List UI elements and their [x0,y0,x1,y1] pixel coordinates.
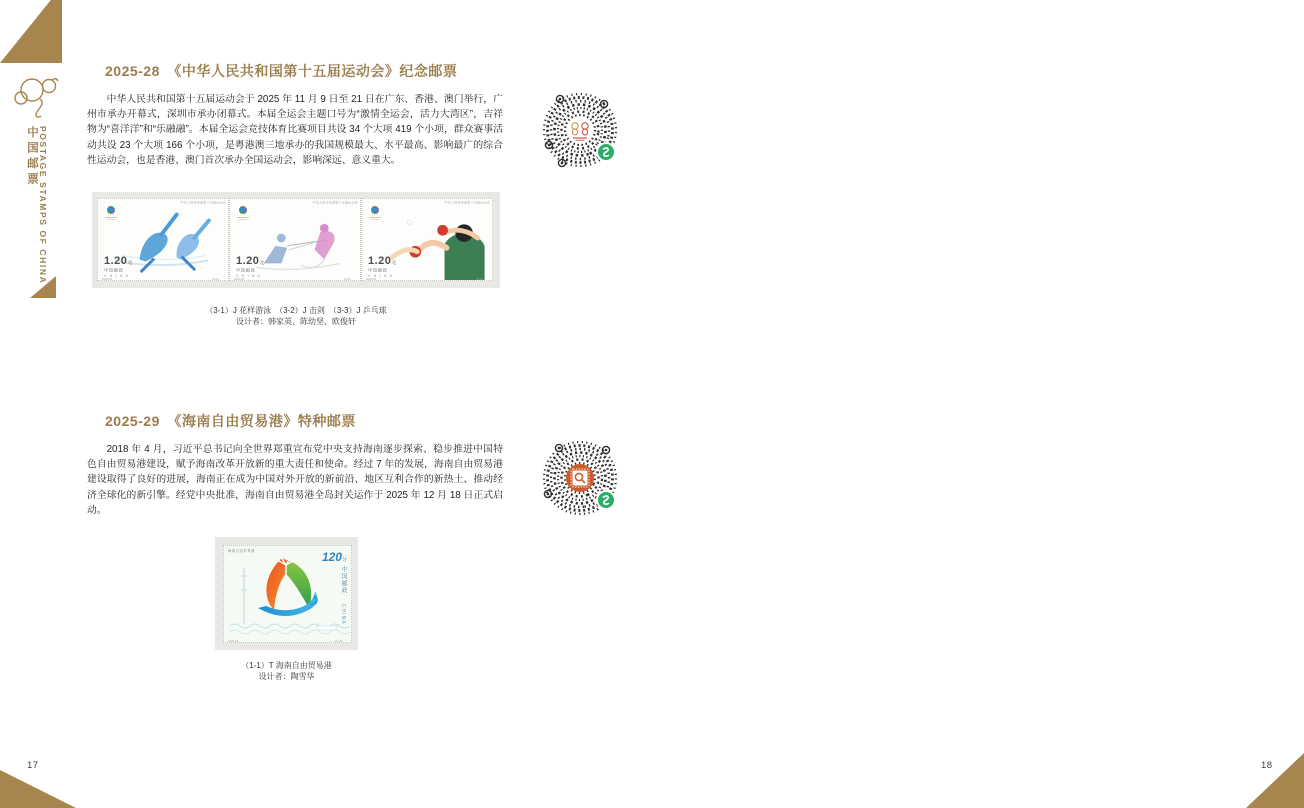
stamp-margin-text: 2025-29 (1-1)T [228,640,343,643]
corner-triangle-bottom-left [0,770,76,808]
page-number-left: 17 [27,760,39,771]
stamp-caption-2 [215,660,358,682]
wechat-logo-icon [598,144,614,160]
stamp-photo-hainan [215,537,358,650]
qr-center [567,117,594,144]
games-emblem-icon [367,203,383,221]
stamp-denomination: 1.20元 [236,255,265,267]
section2-body: 2018 年 4 月，习近平总书记向全世界郑重宣布党中央支持海南逐步探索、稳步推进中国特色自由贸易港建设，赋予海南改革开放新的重大责任和使命。经过 7 年的发展，海南自由贸易港建设取得了良好的进展，海南正在成为中国对外开放的新前沿、地区互利合作的新热土、推动经济全球化的新引擎。经党中央批准，海南自由贸易港全岛封关运作于 2025 年 12 月 18 日正式启动。 [87,444,503,516]
page-number-right: 18 [1261,760,1273,771]
stamp-country-header: 中华人民共和国第十五届运动会 [444,201,490,205]
wechat-logo-icon [598,492,614,508]
stamp-denomination: 120分 [321,550,347,564]
stamp-fencing [229,198,361,281]
games-emblem-icon [103,203,119,221]
games-emblem-icon [235,203,251,221]
stamp-post-en: C H I N A [104,274,129,278]
stamp-margin-text: 2025-28 (3-2)J [234,278,351,281]
series-title-en: POSTAGE STAMPS OF CHINA [38,126,48,285]
stamp-denomination: 1.20元 [368,255,397,267]
stamp-caption-1 [92,305,500,327]
stamp-post-cn: 中国邮政 [104,268,124,273]
stamp-artistic-swimming [97,198,229,281]
series-title-cn: 中国邮票 [26,126,38,188]
stamp-strip-photo [92,192,500,288]
stamp-post-en: CHINA [340,604,346,625]
caption-designers: 设计者：陶雪华 [258,672,315,681]
corner-triangle-bottom-right [1246,753,1304,808]
year-2025-snake-logo-icon [12,72,62,120]
stamp-post-en: C H I N A [368,274,393,278]
stamp-table-tennis [361,198,493,281]
wechat-mini-qr-hainan [540,438,626,524]
stamp-margin-text: 2025-28 (3-1)J [102,278,219,281]
stamp-post-cn: 中国邮政 [368,268,388,273]
stamp-title-small: 海南自由贸易港 [228,549,255,553]
stamp-country-header: 中华人民共和国第十五届运动会 [312,201,358,205]
section2-title: 2025-29 《海南自由贸易港》特种邮票 [105,413,356,429]
caption-subjects: （1-1）T 海南自由贸易港 [241,661,332,670]
stamp-hainan-ftp [223,545,352,643]
caption-designers: 设计者：韩家英、陈幼坚、欧俊轩 [236,317,356,326]
stamp-magnifier-icon [571,469,589,487]
stamp-post-en: C H I N A [236,274,261,278]
stamp-margin-text: 2025-28 (3-3)J [366,278,483,281]
caption-subjects: （3-1）J 花样游泳 （3-2）J 击剑 （3-3）J 乒乓球 [205,306,387,315]
stamp-post-cn: 中国邮政 [236,268,256,273]
section1-body: 中华人民共和国第十五届运动会于 2025 年 11 月 9 日至 21 日在广东、香港、澳门举行，广州市承办开幕式，深圳市承办闭幕式。本届全运会主题口号为“激情全运会，活力大湾区”，吉祥物为“喜洋洋”和“乐融融”。本届全运会竞技体育比赛项目共设 34 个大项 419 个小项，群众赛事活动共设 23 个大项 166 个小项，是粤港澳三地承办的我国规模最大、水平最高、影响最广的综合性运动会，也是香港、澳门首次承办全国运动会，影响深远、意义重大。 [87,94,503,166]
stamp-denomination: 1.20元 [104,255,133,267]
corner-triangle-top-left [0,0,62,63]
stamp-post-cn: 中国邮政 [340,566,346,594]
section1-title: 2025-28 《中华人民共和国第十五届运动会》纪念邮票 [105,63,458,79]
wechat-mini-qr-games [540,90,626,176]
stamp-country-header: 中华人民共和国第十五届运动会 [180,201,226,205]
